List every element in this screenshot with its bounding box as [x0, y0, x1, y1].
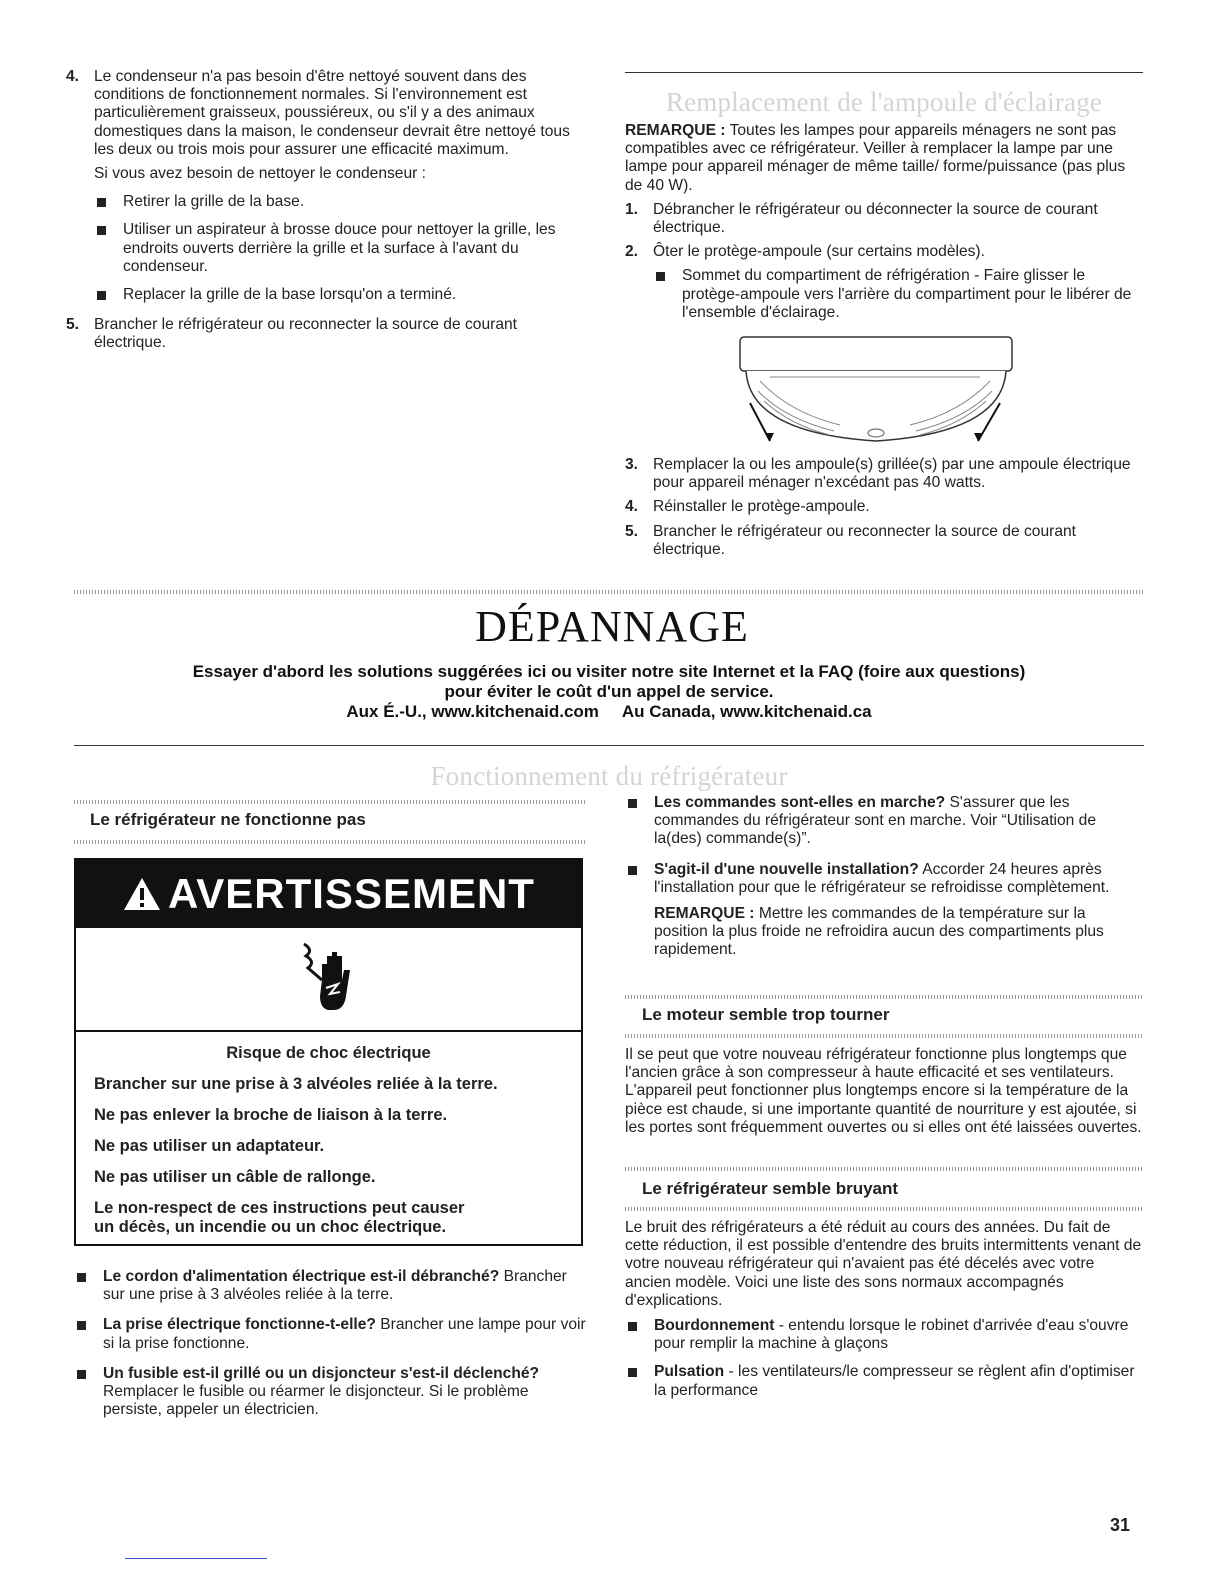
- remarque: [625, 122, 1143, 195]
- step-text: Brancher le réfrigérateur ou reconnecter la source de courant électrique.: [94, 316, 517, 352]
- light-shield-illustration: [730, 333, 1020, 448]
- answer: Remplacer le fusible ou réarmer le disjoncteur. Si le problème persiste, appeler un électricien.: [103, 1383, 529, 1419]
- bruit-paragraph: Le bruit des réfrigérateurs a été réduit au cours des années. Du fait de cette réduction, il est possible d'entendre des bruits intermittents venant de votre nouveau réfrigérateur qui n'avaient pas été décelés avec votre ancien modèle. Voici une liste des sons normaux accompagnés d'explications.: [625, 1219, 1142, 1309]
- step-3: [625, 456, 1143, 492]
- bullet-icon: [97, 291, 106, 300]
- subsection-title: Le réfrigérateur ne fonctionne pas: [90, 810, 366, 829]
- question: Le cordon d'alimentation électrique est-il débranché?: [103, 1268, 500, 1285]
- step-5: [66, 316, 586, 352]
- step-number: 5.: [66, 316, 80, 334]
- sound-description: - les ventilateurs/le compresseur se règlent afin d'optimiser la performance: [654, 1363, 1135, 1399]
- power-checklist: [74, 1268, 586, 1425]
- remarque-label: REMARQUE :: [625, 122, 726, 139]
- bullet-icon: [656, 272, 665, 281]
- warning-risk: Risque de choc électrique: [226, 1044, 431, 1062]
- sound-name: Pulsation: [654, 1363, 725, 1381]
- list-item-text: Sommet du compartiment de réfrigération - Faire glisser le protège-ampoule vers l'arrière du compartiment pour le libérer de l'ensemble d'éclairage.: [682, 267, 1132, 321]
- question: Les commandes sont-elles en marche?: [654, 794, 946, 811]
- moteur-paragraph: Il se peut que votre nouveau réfrigérateur fonctionne plus longtemps que l'ancien grâce à son compresseur à haute efficacité et ses ventilateurs. L'appareil peut fonctionner plus longtemps encore si la température de la pièce est chaude, si une importante quantité de nourriture y est ajoutée, si les portes sont fréquemment ouvertes ou si elles ont été laissées ouvertes.: [625, 1046, 1142, 1136]
- list-item: [94, 286, 586, 304]
- list-item-text: Utiliser un aspirateur à brosse douce pour nettoyer la grille, les endroits ouverts derrière la grille et la surface à l'avant du condenseur.: [123, 221, 556, 275]
- warning-line: [76, 1199, 581, 1237]
- step-number: 1.: [625, 200, 639, 218]
- list-item: [653, 267, 1143, 322]
- hatched-divider: [74, 590, 1144, 594]
- step-text: Brancher le réfrigérateur ou reconnecter la source de courant électrique.: [653, 522, 1076, 558]
- bullet-icon: [628, 1322, 637, 1331]
- list-item: [625, 794, 1143, 849]
- answer: Brancher sur une prise à 3 alvéoles reliée à la terre.: [103, 1268, 567, 1304]
- list-item: [625, 1363, 1143, 1399]
- answer: Brancher une lampe pour voir si la prise fonctionne.: [103, 1316, 586, 1352]
- warning-triangle-icon: [122, 876, 162, 912]
- sounds-list: [625, 1317, 1143, 1406]
- step-number: 5.: [625, 522, 639, 540]
- step-4: [66, 68, 586, 310]
- step-2: [625, 243, 1143, 328]
- list-item: [625, 1317, 1143, 1353]
- controls-checklist: [625, 794, 1143, 960]
- warning-line: Ne pas utiliser un câble de rallonge.: [94, 1168, 376, 1186]
- subsection-title: Le moteur semble trop tourner: [642, 1005, 890, 1024]
- depannage-intro: [74, 662, 1144, 722]
- question: La prise électrique fonctionne-t-elle?: [103, 1316, 376, 1334]
- intro-line: pour éviter le coût d'un appel de service.: [444, 682, 774, 701]
- step-number: 4.: [625, 498, 639, 516]
- bulb-column: [625, 122, 1143, 334]
- section-heading: Remplacement de l'ampoule d'éclairage: [665, 87, 1103, 117]
- intro-line-urls: [74, 702, 1144, 722]
- hatched-divider: [625, 1034, 1143, 1038]
- step-text: Débrancher le réfrigérateur ou déconnecter la source de courant électrique.: [653, 200, 1098, 237]
- answer: S'assurer que les commandes du réfrigérateur sont en marche. Voir “Utilisation de la(des) commande(s)”.: [654, 794, 1097, 848]
- intro-line: Essayer d'abord les solutions suggérées ici ou visiter notre site Internet et la FAQ (foire aux questions): [192, 662, 1026, 681]
- remarque-text: Mettre les commandes de la température sur la position la plus froide ne refroidira aucun des compartiments plus rapidement.: [654, 905, 1104, 959]
- step-4: [625, 498, 1143, 516]
- warning-title: AVERTISSEMENT: [168, 869, 535, 917]
- list-item: [94, 221, 586, 276]
- hatched-divider: [74, 840, 586, 844]
- us-link[interactable]: Aux É.-U., www.kitchenaid.com: [346, 702, 599, 721]
- section-heading: Fonctionnement du réfrigérateur: [430, 761, 788, 791]
- list-item: [74, 1268, 586, 1304]
- step-5: [625, 523, 1143, 559]
- list-item-text: Replacer la grille de la base lorsqu'on a terminé.: [123, 286, 457, 304]
- footer-line: [125, 1558, 267, 1559]
- bullet-icon: [97, 198, 106, 207]
- bullet-icon: [628, 799, 637, 808]
- section-rule: [74, 745, 1144, 746]
- page-number: 31: [1110, 1515, 1131, 1535]
- hatched-divider: [625, 1167, 1143, 1171]
- sound-description: - entendu lorsque le robinet d'arrivée d'eau s'ouvre pour remplir la machine à glaçons: [654, 1317, 1129, 1353]
- page-title: DÉPANNAGE: [475, 602, 749, 651]
- question: S'agit-il d'une nouvelle installation?: [654, 860, 919, 878]
- bullet-icon: [97, 226, 106, 235]
- step-text: Le condenseur n'a pas besoin d'être nettoyé souvent dans des conditions de fonctionnement normales. Si l'environnement est particulièrement graisseux, poussiéreux, ou s'il y a des animaux domestiques dans la maison, le condenseur devrait être nettoyé tous les deux ou trois mois pour assurer une efficacité maximum.: [94, 68, 570, 158]
- bulb-steps-continued: [625, 456, 1143, 565]
- step-intro: Si vous avez besoin de nettoyer le condenseur :: [94, 165, 427, 183]
- question: Un fusible est-il grillé ou un disjoncteur s'est-il déclenché?: [103, 1364, 540, 1382]
- hatched-divider: [625, 1207, 1143, 1211]
- list-item: [74, 1365, 586, 1420]
- electric-shock-hand-icon: [300, 940, 370, 1020]
- step-number: 2.: [625, 243, 639, 261]
- step-text: Réinstaller le protège-ampoule.: [653, 498, 870, 516]
- section-rule: [625, 72, 1143, 73]
- answer: Accorder 24 heures après l'installation pour que le réfrigérateur se refroidisse complètement.: [654, 860, 1110, 896]
- warning-header: [76, 860, 581, 928]
- step-1: [625, 201, 1143, 237]
- warning-box: [74, 858, 583, 1246]
- hatched-divider: [74, 800, 586, 804]
- condenser-column: [66, 68, 586, 359]
- step-text: Ôter le protège-ampoule (sur certains modèles).: [653, 243, 985, 261]
- list-item-text: Retirer la grille de la base.: [123, 193, 305, 211]
- subsection-title: Le réfrigérateur semble bruyant: [642, 1179, 899, 1198]
- sound-name: Bourdonnement: [654, 1317, 775, 1334]
- warning-line: Ne pas utiliser un adaptateur.: [94, 1137, 325, 1155]
- warning-line: Brancher sur une prise à 3 alvéoles reliée à la terre.: [94, 1075, 498, 1093]
- warning-text: [76, 1044, 581, 1249]
- remarque-text: Toutes les lampes pour appareils ménagers ne sont pas compatibles avec ce réfrigérateur. Veiller à remplacer la lampe par une lampe pour appareil ménager de même taille/ forme/puissance (pas plus de 40 W).: [625, 122, 1126, 194]
- list-item: [74, 1316, 586, 1352]
- canada-link[interactable]: Au Canada, www.kitchenaid.ca: [621, 702, 872, 721]
- step-text: Remplacer la ou les ampoule(s) grillée(s) par une ampoule électrique pour appareil ménager n'excédant pas 40 watts.: [653, 456, 1131, 492]
- step-number: 3.: [625, 456, 639, 473]
- remarque: [625, 905, 1143, 960]
- remarque-label: REMARQUE :: [654, 905, 755, 923]
- list-item: [94, 193, 586, 211]
- warning-divider: [76, 1030, 581, 1032]
- bullet-icon: [77, 1370, 86, 1379]
- warning-line-part: Le non-respect de ces instructions peut causer: [94, 1199, 465, 1217]
- list-item: [625, 861, 1143, 897]
- bullet-icon: [628, 866, 637, 875]
- step-number: 4.: [66, 68, 80, 85]
- bullet-icon: [628, 1368, 637, 1377]
- warning-line-part: un décès, un incendie ou un choc électrique.: [94, 1218, 447, 1236]
- warning-line: Ne pas enlever la broche de liaison à la terre.: [94, 1106, 448, 1124]
- bullet-icon: [77, 1321, 86, 1330]
- hatched-divider: [625, 995, 1143, 999]
- bullet-icon: [77, 1273, 86, 1282]
